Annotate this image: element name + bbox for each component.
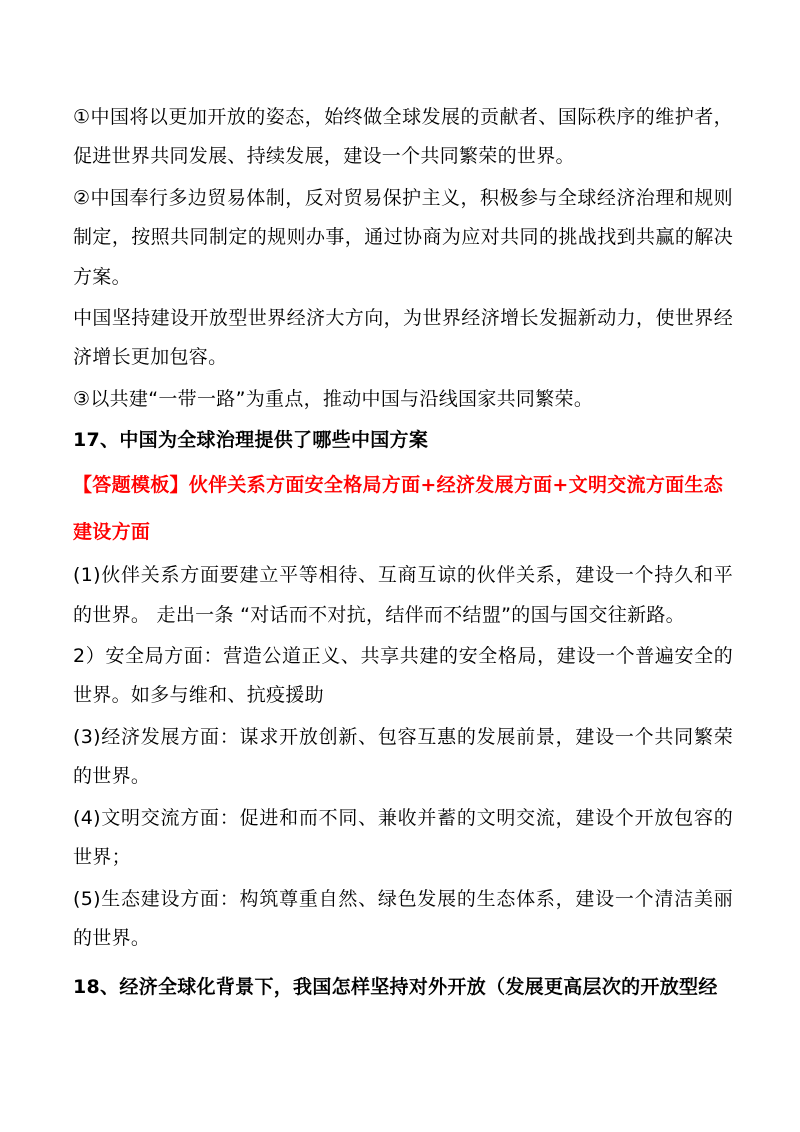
answer-item-1: (1)伙伴关系方面要建立平等相待、互商互谅的伙伴关系，建设一个持久和平的世界。 走出一条 “对话而不对抗，结伴而不结盟”的国与国交往新路。 [73,564,733,626]
question-18-heading: 18、经济全球化背景下，我国怎样坚持对外开放（发展更高层次的开放型经 [73,976,718,999]
paragraph-3: 中国坚持建设开放型世界经济大方向，为世界经济增长发掘新动力，使世界经济增长更加包容。 [73,307,733,369]
answer-item-4: (4)文明交流方面：促进和而不同、兼收并蓄的文明交流，建设个开放包容的世界； [73,806,733,869]
question-17-heading: 17、中国为全球治理提供了哪些中国方案 [73,429,429,452]
paragraph-1: ①中国将以更加开放的姿态，始终做全球发展的贡献者、国际秩序的维护者，促进世界共同发展、持续发展，建设一个共同繁荣的世界。 [73,106,733,168]
answer-item-3: (3)经济发展方面：谋求开放创新、包容互惠的发展前景，建设一个共同繁荣的世界。 [73,725,733,788]
document-page [73,98,733,1009]
paragraph-2: ②中国奉行多边贸易体制，反对贸易保护主义，积极参与全球经济治理和规则制定，按照共同制定的规则办事，通过协商为应对共同的挑战找到共赢的解决方案。 [73,186,733,288]
answer-item-2: 2）安全局方面：营造公道正义、共享共建的安全格局，建设一个普遍安全的世界。如多与维和、抗疫援助 [73,645,733,707]
paragraph-4: ③以共建“一带一路”为重点，推动中国与沿线国家共同繁荣。 [73,387,594,410]
answer-item-5: (5)生态建设方面：构筑尊重自然、绿色发展的生态体系，建设一个清洁美丽的世界。 [73,887,733,949]
answer-template: 【答题模板】伙伴关系方面安全格局方面+经济发展方面+文明交流方面生态建设方面 [73,474,724,544]
